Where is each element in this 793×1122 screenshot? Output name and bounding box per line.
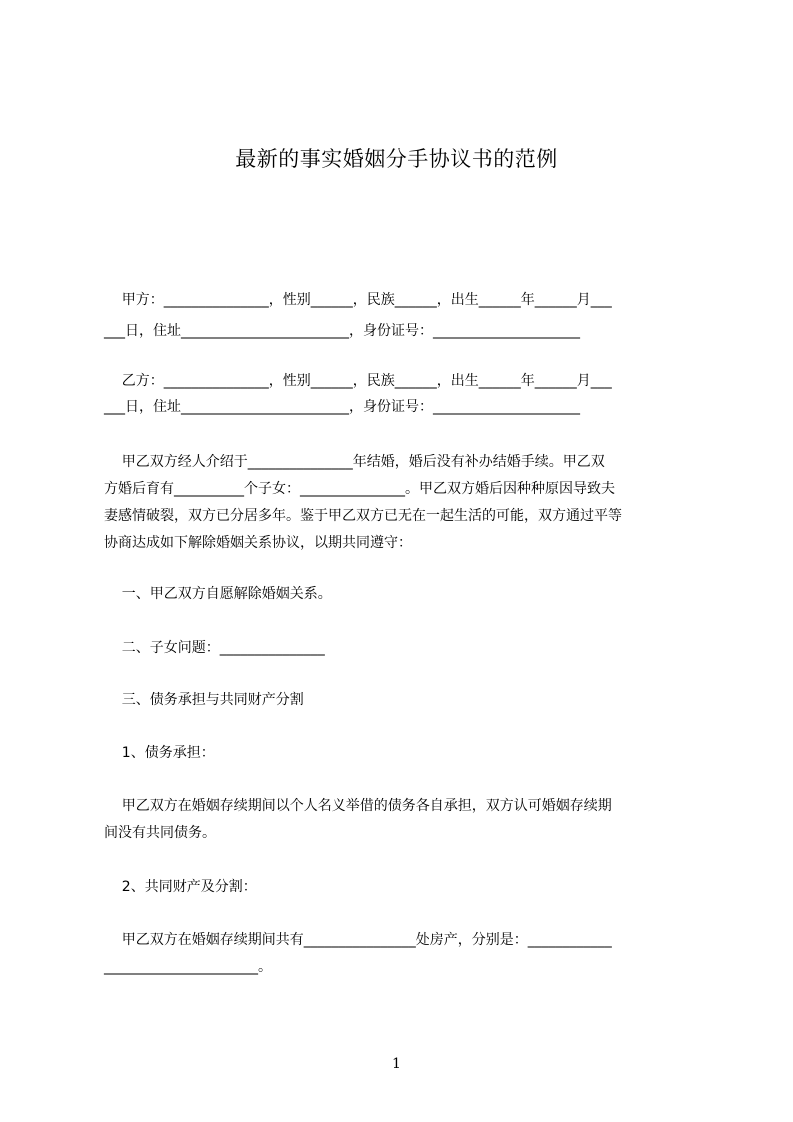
document-title: 最新的事实婚姻分手协议书的范例 [235,147,558,171]
item-1-body-line-1: 甲乙双方在婚姻存续期间以个人名义举借的债务各自承担，双方认可婚姻存续期 [104,798,612,814]
item-1-body-line-2: 间没有共同债务。 [104,825,216,841]
clause-3: 三、债务承担与共同财产分割 [104,692,304,708]
page-number: 1 [392,1056,401,1072]
party-b-line-2: ___日，住址________________________，身份证号：_____________________ [104,399,580,415]
intro-line-4: 协商达成如下解除婚姻关系协议，以期共同遵守： [104,535,412,551]
party-a-line-1: 甲方：_______________，性别______，民族______，出生______年______月___ [104,292,612,308]
intro-line-1: 甲乙双方经人介绍于_______________年结婚，婚后没有补办结婚手续。甲乙双 [104,454,605,470]
intro-line-3: 妻感情破裂，双方已分居多年。鉴于甲乙双方已无在一起生活的可能，双方通过平等 [104,508,622,524]
item-2-body-line-2: ______________________。 [104,959,272,975]
intro-line-2: 方婚后育有__________个子女：_______________。甲乙双方婚后因种种原因导致夫 [104,481,615,497]
item-2-heading: 2、共同财产及分割： [104,879,257,895]
item-1-heading: 1、债务承担： [104,745,215,761]
clause-1: 一、甲乙双方自愿解除婚姻关系。 [104,586,332,602]
item-2-body-line-1: 甲乙双方在婚姻存续期间共有________________处房产，分别是：____________ [104,932,612,948]
party-b-line-1: 乙方：_______________，性别______，民族______，出生______年______月___ [104,373,612,389]
clause-2: 二、子女问题：_______________ [104,640,325,656]
party-a-line-2: ___日，住址________________________，身份证号：_____________________ [104,323,580,339]
